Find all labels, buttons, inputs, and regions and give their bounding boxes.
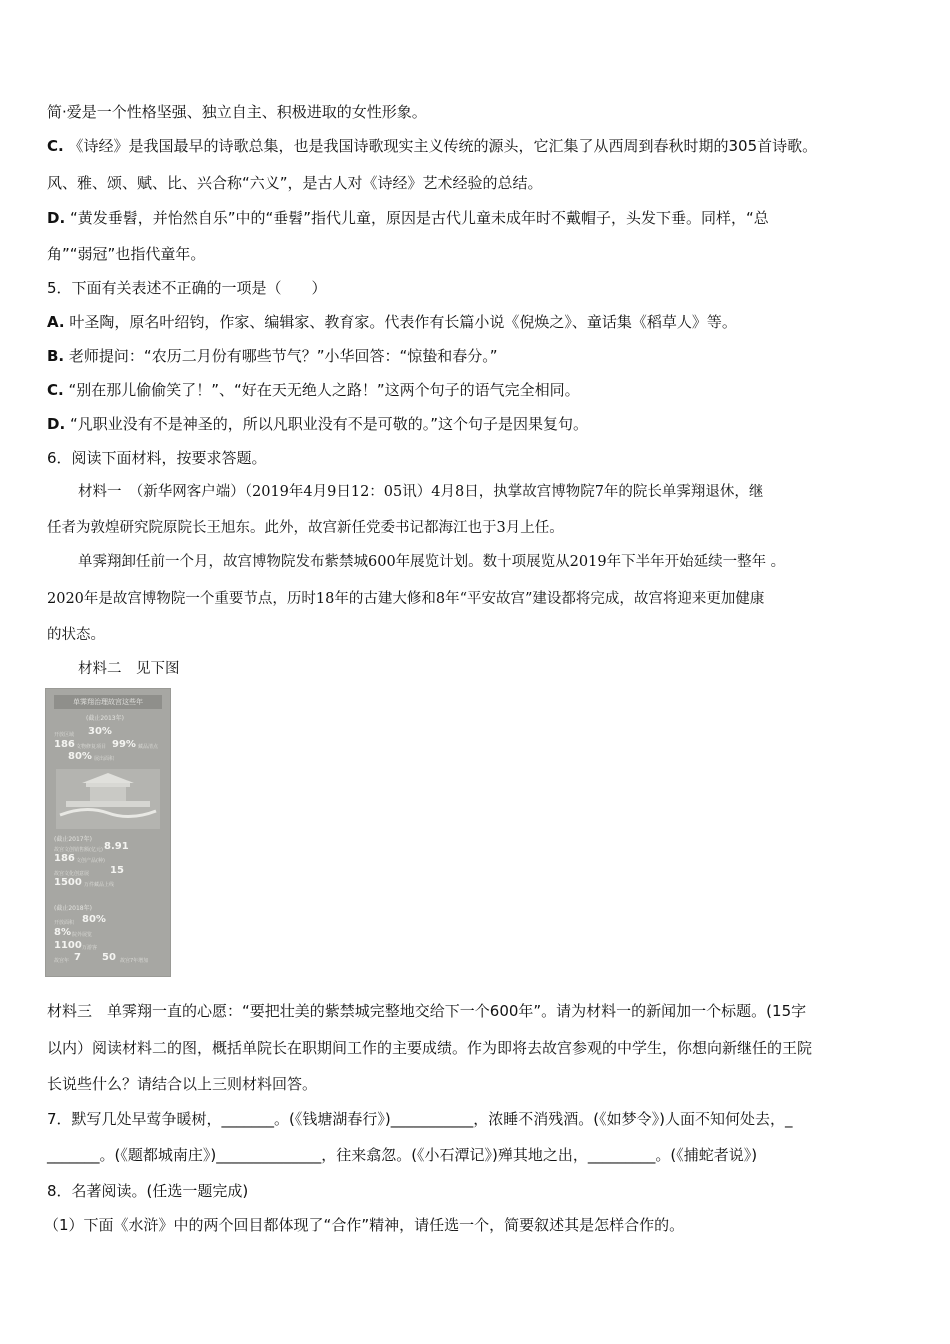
palace-illustration: [56, 769, 160, 829]
option-label: D.: [47, 209, 66, 227]
infographic-figure: [45, 688, 171, 977]
q7-line: _______。(《题都城南庄》)______________，往来翕忽。(《小石潭记》)殚其地之出，_________。(《捕蛇者说》): [47, 1146, 758, 1164]
figure-stat-number: 80%: [68, 751, 92, 762]
option-text: 老师提问：“农历二月份有哪些节气？”小华回答：“惊蛰和春分。”: [68, 347, 498, 365]
figure-stat-text: 万件藏品上线: [84, 882, 115, 888]
figure-stat-text: 开放面积: [54, 920, 75, 926]
figure-stat-text: 院外展览: [72, 932, 93, 938]
q5-option-b: [47, 345, 498, 367]
figure-stat-text: 故宫文化创意展: [54, 871, 90, 877]
figure-stat-text: 藏品清点: [138, 744, 159, 750]
figure-stat-text: 故宫7年增加: [120, 958, 149, 964]
q8-stem: 8．名著阅读。(任选一题完成): [47, 1182, 249, 1200]
q4-option-d: [47, 207, 769, 229]
figure-stat-number: 80%: [82, 914, 106, 925]
q5-option-c: [47, 379, 580, 401]
figure-stat-text: 文物修复项目: [76, 744, 107, 750]
option-text: “别在那儿偷偷笑了！”、“好在天无绝人之路！”这两个句子的语气完全相同。: [68, 381, 580, 399]
figure-stat-number: 1100: [54, 940, 82, 951]
material-1-line: 材料一 （新华网客户端）（2019年4月9日12：05讯）4月8日，执掌故宫博物院7年的院长单霁翔退休，继: [78, 484, 764, 500]
option-text: 《诗经》是我国最早的诗歌总集，也是我国诗歌现实主义传统的源头，它汇集了从西周到春秋时期的305首诗歌。: [68, 137, 818, 155]
q4-text-line: 简·爱是一个性格坚强、独立自主、积极进取的女性形象。: [47, 103, 427, 121]
figure-stat-number: 7: [74, 952, 81, 963]
option-label: C.: [47, 381, 64, 399]
material-1-line: 单霁翔卸任前一个月，故宫博物院发布紫禁城600年展览计划。数十项展览从2019年下半年开始延续一整年 。: [78, 554, 786, 570]
figure-stat-text: 文创产品(种): [76, 858, 105, 864]
figure-stat-text: 开放区域: [54, 732, 75, 738]
figure-stat-number: 99%: [112, 739, 136, 750]
figure-stat-number: 15: [110, 865, 124, 876]
option-label: D.: [47, 415, 66, 433]
figure-stat-text: 故宫文创销售额(亿元): [54, 847, 103, 853]
figure-stat-text: 万游客: [82, 945, 98, 951]
q4-option-c-cont: 风、雅、颂、赋、比、兴合称“六义”，是古人对《诗经》艺术经验的总结。: [47, 174, 543, 192]
figure-section-label: (截止2018年): [54, 905, 92, 912]
figure-title: 单霁翔治理故宫这些年: [54, 695, 162, 709]
figure-stat-number: 186: [54, 739, 75, 750]
material-3-line: 长说些什么？请结合以上三则材料回答。: [47, 1075, 318, 1093]
q8-sub-question: （1）下面《水浒》中的两个回目都体现了“合作”精神，请任选一个，简要叙述其是怎样合作的。: [44, 1216, 685, 1234]
figure-section-label: (截止2013年): [86, 715, 124, 722]
option-label: B.: [47, 347, 65, 365]
figure-stat-number: 8%: [54, 927, 71, 938]
option-label: C.: [47, 137, 64, 155]
q6-stem: 6．阅读下面材料，按要求答题。: [47, 449, 267, 467]
material-3-line: 以内）阅读材料二的图，概括单院长在职期间工作的主要成绩。作为即将去故宫参观的中学生，你想向新继任的王院: [47, 1039, 813, 1057]
option-text: “黄发垂髫，并怡然自乐”中的“垂髫”指代儿童，原因是古代儿童未成年时不戴帽子，头发下垂。同样，“总: [69, 209, 769, 227]
q5-option-a: [47, 311, 737, 333]
material-2-label: 材料二 见下图: [78, 661, 180, 677]
q7-line: 7．默写几处早莺争暖树，_______。(《钱塘湖春行》)___________，浓睡不消残酒。(《如梦令》)人面不知何处去，_: [47, 1110, 793, 1128]
material-3-line: 材料三 单霁翔一直的心愿：“要把壮美的紫禁城完整地交给下一个600年”。请为材料一的新闻加一个标题。(15字: [47, 1002, 807, 1020]
figure-stat-text: 展出面积: [94, 756, 115, 762]
figure-stat-text: 故宫年: [54, 958, 70, 964]
q5-stem: 5．下面有关表述不正确的一项是（ ）: [47, 279, 327, 297]
material-1-line: 2020年是故宫博物院一个重要节点，历时18年的古建大修和8年“平安故宫”建设都将完成，故宫将迎来更加健康: [47, 591, 765, 607]
material-1-line: 任者为敦煌研究院原院长王旭东。此外，故宫新任党委书记都海江也于3月上任。: [47, 520, 564, 536]
option-label: A.: [47, 313, 65, 331]
option-text: 叶圣陶，原名叶绍钧，作家、编辑家、教育家。代表作有长篇小说《倪焕之》、童话集《稻草人》等。: [69, 313, 737, 331]
option-text: “凡职业没有不是神圣的，所以凡职业没有不是可敬的。”这个句子是因果复句。: [69, 415, 588, 433]
q4-option-c: [47, 135, 817, 157]
figure-stat-number: 8.91: [104, 841, 129, 852]
figure-stat-number: 186: [54, 853, 75, 864]
figure-section-label: (截止2017年): [54, 836, 92, 843]
q4-option-d-cont: 角”“弱冠”也指代童年。: [47, 245, 206, 263]
figure-stat-number: 50: [102, 952, 116, 963]
figure-stat-number: 1500: [54, 877, 82, 888]
material-1-line: 的状态。: [47, 627, 105, 643]
q5-option-d: [47, 413, 588, 435]
figure-stat-number: 30%: [88, 726, 112, 737]
